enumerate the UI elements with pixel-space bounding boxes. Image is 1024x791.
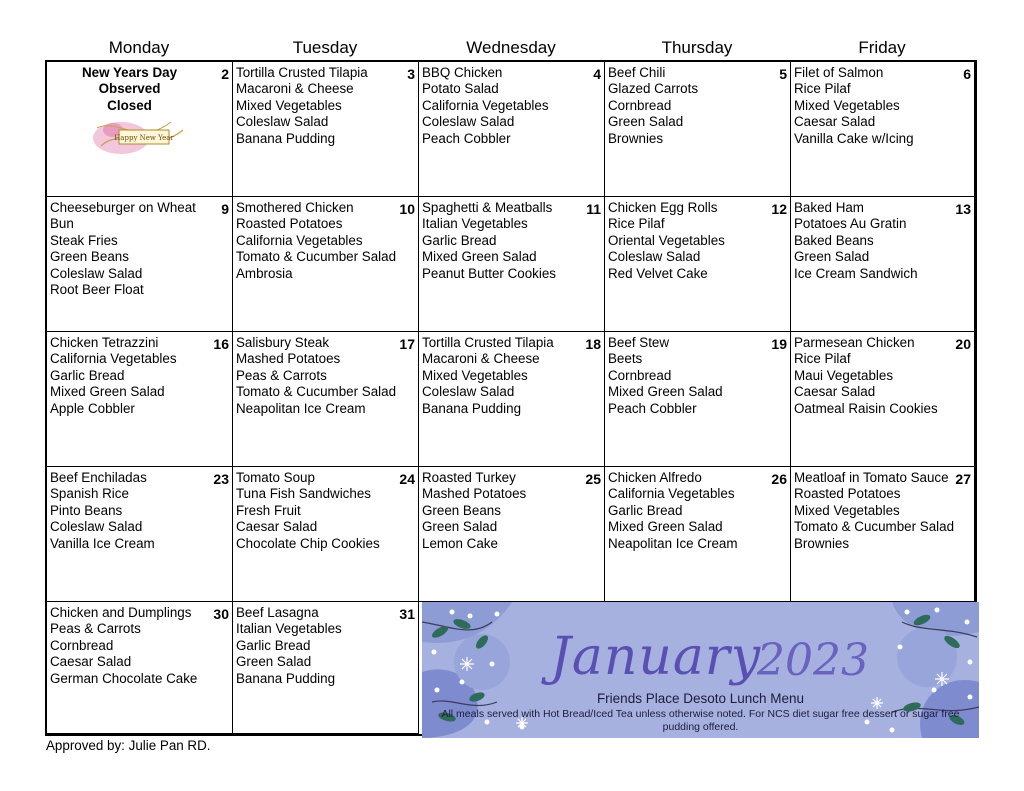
- menu-items: [422, 65, 580, 147]
- day-cell: [605, 197, 791, 332]
- menu-item: Coleslaw Salad: [50, 519, 143, 535]
- menu-item: Chicken Egg Rolls: [608, 200, 718, 215]
- menu-item: Mixed Vegetables: [794, 97, 900, 113]
- menu-item: Roasted Potatoes: [794, 486, 901, 502]
- menu-item: Chocolate Chip Cookies: [236, 535, 380, 551]
- menu-item: Mixed Green Salad: [422, 249, 537, 265]
- menu-item: Caesar Salad: [794, 114, 876, 130]
- menu-items: [236, 605, 394, 687]
- happy-new-year-image: [91, 116, 187, 158]
- day-number: 20: [955, 336, 971, 352]
- day-number: 5: [779, 66, 787, 82]
- holiday-line: Observed: [98, 81, 161, 97]
- day-header-thursday: Thursday: [661, 38, 733, 57]
- menu-item: Oatmeal Raisin Cookies: [794, 400, 938, 416]
- day-number: 27: [955, 471, 971, 487]
- menu-item: Peanut Butter Cookies: [422, 265, 556, 281]
- day-cell: [233, 467, 419, 602]
- day-number: 19: [771, 336, 787, 352]
- menu-item: Caesar Salad: [236, 519, 318, 535]
- menu-item: Smothered Chicken: [236, 200, 354, 215]
- holiday-line: New Years Day: [81, 65, 178, 80]
- day-number: 25: [585, 471, 601, 487]
- menu-item: Baked Beans: [794, 232, 874, 248]
- day-number: 17: [399, 336, 415, 352]
- menu-item: Tortilla Crusted Tilapia: [422, 335, 554, 350]
- day-cell: [605, 62, 791, 197]
- menu-item: Tuna Fish Sandwiches: [236, 486, 371, 502]
- menu-item: Green Salad: [608, 114, 684, 130]
- menu-items: [422, 200, 580, 282]
- day-cell: [47, 332, 233, 467]
- approved-by-footer: Approved by: Julie Pan RD.: [46, 738, 211, 753]
- menu-item: Italian Vegetables: [236, 621, 342, 637]
- menu-item: Peach Cobbler: [422, 130, 511, 146]
- menu-item: Fresh Fruit: [236, 502, 301, 518]
- menu-item: Root Beer Float: [50, 282, 144, 298]
- menu-item: Maui Vegetables: [794, 367, 894, 383]
- day-header-tuesday: Tuesday: [292, 38, 358, 57]
- menu-item: Rice Pilaf: [794, 81, 851, 97]
- menu-item: Chicken Alfredo: [608, 470, 702, 485]
- menu-item: Roasted Potatoes: [236, 216, 343, 232]
- day-number: 18: [585, 336, 601, 352]
- menu-item: Rice Pilaf: [794, 351, 851, 367]
- menu-item: Chicken and Dumplings: [50, 605, 192, 620]
- menu-item: Steak Fries: [50, 232, 118, 248]
- menu-items: [608, 65, 766, 147]
- day-number: 3: [407, 66, 415, 82]
- day-number: 16: [213, 336, 229, 352]
- menu-item: Potatoes Au Gratin: [794, 216, 907, 232]
- menu-item: Green Beans: [50, 249, 129, 265]
- day-cell: [47, 197, 233, 332]
- day-number: 11: [586, 201, 601, 217]
- menu-items: [608, 200, 766, 282]
- day-number: 2: [221, 66, 229, 82]
- day-number: 10: [399, 201, 415, 217]
- menu-items: [422, 470, 580, 552]
- menu-item: Macaroni & Cheese: [422, 351, 540, 367]
- menu-item: Brownies: [608, 130, 664, 146]
- day-cell: [233, 62, 419, 197]
- menu-item: Baked Ham: [794, 200, 864, 215]
- day-cell: [419, 62, 605, 197]
- menu-item: Rice Pilaf: [608, 216, 665, 232]
- menu-item: Tortilla Crusted Tilapia: [236, 65, 368, 80]
- menu-item: Cornbread: [50, 637, 114, 653]
- menu-item: German Chocolate Cake: [50, 670, 198, 686]
- banner-month: January: [550, 627, 762, 687]
- menu-item: Mashed Potatoes: [236, 351, 341, 367]
- menu-item: Brownies: [794, 535, 850, 551]
- menu-item: Vanilla Cake w/Icing: [794, 130, 914, 146]
- menu-items: [794, 200, 950, 282]
- menu-item: Caesar Salad: [794, 384, 876, 400]
- day-header-monday: Monday: [108, 38, 170, 57]
- menu-item: Coleslaw Salad: [608, 249, 701, 265]
- day-cell: [47, 62, 233, 197]
- menu-item: Mixed Green Salad: [608, 384, 723, 400]
- day-cell: [419, 467, 605, 602]
- day-cell: [791, 62, 975, 197]
- menu-item: Ice Cream Sandwich: [794, 265, 918, 281]
- menu-item: Lemon Cake: [422, 535, 498, 551]
- banner-note: All meals served with Hot Bread/Iced Tea unless otherwise noted. For NCS diet sugar free dessert or sugar free pudding offered.: [441, 708, 960, 733]
- menu-item: Apple Cobbler: [50, 400, 135, 416]
- menu-item: Tomato & Cucumber Salad: [236, 249, 397, 265]
- menu-item: Garlic Bread: [422, 232, 497, 248]
- menu-item: Spanish Rice: [50, 486, 129, 502]
- month-banner: [422, 602, 979, 738]
- menu-items: [422, 335, 580, 417]
- menu-item: Potato Salad: [422, 81, 499, 97]
- menu-item: Peas & Carrots: [50, 621, 141, 637]
- happy-new-year-text: Happy New Year: [114, 134, 174, 142]
- holiday-line: Closed: [107, 97, 152, 113]
- day-number: 31: [399, 606, 415, 622]
- menu-items: [236, 470, 394, 552]
- menu-items: [50, 470, 208, 552]
- menu-item: Macaroni & Cheese: [236, 81, 354, 97]
- menu-item: Coleslaw Salad: [422, 114, 515, 130]
- day-cell: [47, 467, 233, 602]
- menu-calendar: [45, 60, 977, 736]
- menu-item: Green Salad: [236, 654, 312, 670]
- menu-item: Pinto Beans: [50, 502, 123, 518]
- menu-item: Filet of Salmon: [794, 65, 884, 80]
- menu-item: Beef Stew: [608, 335, 670, 350]
- day-number: 6: [963, 66, 971, 82]
- menu-item: Salisbury Steak: [236, 335, 330, 350]
- menu-item: Mixed Green Salad: [50, 384, 165, 400]
- holiday-notice: [47, 65, 212, 114]
- day-cell: [791, 332, 975, 467]
- menu-item: Coleslaw Salad: [236, 114, 329, 130]
- menu-item: Garlic Bread: [236, 637, 311, 653]
- menu-item: Cornbread: [608, 97, 672, 113]
- day-cell: [233, 602, 419, 734]
- menu-item: Neapolitan Ice Cream: [608, 535, 738, 551]
- day-number: 9: [221, 201, 229, 217]
- day-number: 12: [771, 201, 787, 217]
- day-number: 13: [955, 201, 971, 217]
- menu-items: [50, 335, 208, 417]
- menu-item: Mixed Green Salad: [608, 519, 723, 535]
- menu-items: [794, 335, 950, 417]
- menu-item: Meatloaf in Tomato Sauce: [794, 470, 949, 485]
- menu-item: Coleslaw Salad: [422, 384, 515, 400]
- menu-items: [794, 470, 955, 552]
- day-cell: [605, 332, 791, 467]
- day-number: 30: [213, 606, 229, 622]
- menu-item: Banana Pudding: [236, 670, 336, 686]
- menu-item: Roasted Turkey: [422, 470, 516, 485]
- menu-item: Ambrosia: [236, 265, 293, 281]
- menu-item: Coleslaw Salad: [50, 265, 143, 281]
- menu-item: Spaghetti & Meatballs: [422, 200, 553, 215]
- menu-item: Cornbread: [608, 367, 672, 383]
- banner-subtitle: Friends Place Desoto Lunch Menu: [596, 691, 805, 706]
- menu-item: California Vegetables: [422, 97, 549, 113]
- menu-item: Mixed Vegetables: [422, 367, 528, 383]
- menu-item: Garlic Bread: [608, 502, 683, 518]
- day-number: 4: [593, 66, 601, 82]
- menu-item: Red Velvet Cake: [608, 265, 708, 281]
- day-number: 24: [399, 471, 415, 487]
- banner-year: 2023: [757, 635, 869, 686]
- menu-item: Tomato Soup: [236, 470, 315, 485]
- menu-item: Green Salad: [794, 249, 870, 265]
- menu-item: Parmesean Chicken: [794, 335, 915, 350]
- day-cell: [47, 602, 233, 734]
- menu-item: Green Beans: [422, 502, 501, 518]
- menu-items: [236, 200, 397, 282]
- day-header-row: [46, 38, 977, 60]
- day-number: 23: [213, 471, 229, 487]
- day-cell: [791, 467, 975, 602]
- menu-items: [50, 605, 208, 687]
- menu-items: [608, 335, 766, 417]
- menu-items: [236, 65, 394, 147]
- menu-item: California Vegetables: [50, 351, 177, 367]
- day-cell: [605, 467, 791, 602]
- menu-item: Tomato & Cucumber Salad: [794, 519, 955, 535]
- menu-item: Beef Enchiladas: [50, 470, 147, 485]
- menu-items: [236, 335, 397, 417]
- menu-items: [50, 200, 208, 298]
- menu-item: Caesar Salad: [50, 654, 132, 670]
- day-cell: [233, 197, 419, 332]
- menu-item: Garlic Bread: [50, 367, 125, 383]
- day-number: 26: [771, 471, 787, 487]
- menu-item: Banana Pudding: [236, 130, 336, 146]
- day-header-friday: Friday: [858, 38, 906, 57]
- menu-item: Peach Cobbler: [608, 400, 697, 416]
- day-cell: [419, 332, 605, 467]
- menu-item: BBQ Chicken: [422, 65, 503, 80]
- menu-item: California Vegetables: [236, 232, 363, 248]
- menu-item: Glazed Carrots: [608, 81, 699, 97]
- menu-item: Banana Pudding: [422, 400, 522, 416]
- menu-item: Green Salad: [422, 519, 498, 535]
- menu-item: Tomato & Cucumber Salad: [236, 384, 397, 400]
- menu-items: [608, 470, 766, 552]
- menu-item: Mixed Vegetables: [794, 502, 900, 518]
- day-cell: [419, 197, 605, 332]
- day-header-wednesday: Wednesday: [466, 38, 556, 57]
- menu-item: Peas & Carrots: [236, 367, 327, 383]
- menu-item: California Vegetables: [608, 486, 735, 502]
- menu-item: Chicken Tetrazzini: [50, 335, 159, 350]
- menu-item: Neapolitan Ice Cream: [236, 400, 366, 416]
- menu-item: Italian Vegetables: [422, 216, 528, 232]
- menu-item: Mashed Potatoes: [422, 486, 527, 502]
- menu-item: Mixed Vegetables: [236, 97, 342, 113]
- day-cell: [233, 332, 419, 467]
- day-cell: [791, 197, 975, 332]
- menu-item: Beef Lasagna: [236, 605, 319, 620]
- menu-item: Beets: [608, 351, 643, 367]
- menu-item: Beef Chili: [608, 65, 666, 80]
- menu-items: [794, 65, 950, 147]
- menu-item: Oriental Vegetables: [608, 232, 725, 248]
- menu-item: Vanilla Ice Cream: [50, 535, 155, 551]
- menu-item: Cheeseburger on Wheat Bun: [50, 200, 196, 232]
